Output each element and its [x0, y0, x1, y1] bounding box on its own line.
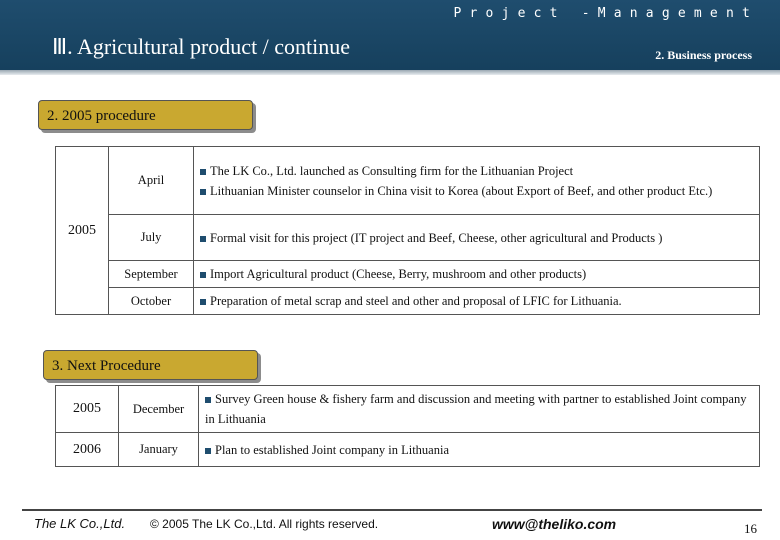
- header-bar: [0, 0, 780, 70]
- header-shadow: [0, 70, 780, 75]
- month-cell: December: [119, 386, 199, 433]
- bullet-icon: [200, 299, 206, 305]
- bullet-icon: [200, 169, 206, 175]
- procedure-2005-table: [55, 146, 760, 315]
- month-cell: October: [109, 288, 194, 315]
- list-item: The LK Co., Ltd. launched as Consulting firm for the Lithuanian Project: [200, 161, 753, 181]
- description-cell: [194, 288, 760, 315]
- bullet-icon: [200, 189, 206, 195]
- footer-website: www@theliko.com: [492, 516, 617, 532]
- header-tagline: Project -Management: [453, 6, 758, 21]
- footer-copyright: © 2005 The LK Co.,Ltd. All rights reserved.: [150, 517, 379, 531]
- year-cell: 2005: [56, 147, 109, 315]
- month-cell: September: [109, 261, 194, 288]
- next-procedure-table: [55, 385, 760, 467]
- year-cell: 2006: [56, 433, 119, 467]
- description-cell: [199, 433, 760, 467]
- page-number: 16: [744, 521, 757, 536]
- list-item: Lithuanian Minister counselor in China visit to Korea (about Export of Beef, and other product Etc.): [200, 181, 753, 201]
- month-cell: April: [109, 147, 194, 215]
- table-row: [56, 288, 760, 315]
- list-item: Survey Green house & fishery farm and discussion and meeting with partner to established Joint company in Lithuania: [205, 392, 747, 426]
- month-cell: January: [119, 433, 199, 467]
- footer-company: The LK Co.,Ltd.: [34, 516, 126, 531]
- description-cell: [194, 147, 760, 215]
- bullet-icon: [205, 448, 211, 454]
- bullet-icon: [200, 236, 206, 242]
- list-item: Formal visit for this project (IT project and Beef, Cheese, other agricultural and Products ): [200, 228, 753, 248]
- bullet-icon: [205, 397, 211, 403]
- table-row: [56, 261, 760, 288]
- table-row: [56, 433, 760, 467]
- table-row: [56, 386, 760, 433]
- list-item: Plan to established Joint company in Lithuania: [205, 440, 753, 460]
- table-row: [56, 147, 760, 215]
- month-cell: July: [109, 215, 194, 261]
- bullet-icon: [200, 272, 206, 278]
- page-title: Ⅲ. Agricultural product / continue: [52, 34, 351, 59]
- description-cell: [199, 386, 760, 433]
- description-cell: [194, 215, 760, 261]
- year-cell: 2005: [56, 386, 119, 433]
- list-item: Preparation of metal scrap and steel and other and proposal of LFIC for Lithuania.: [200, 291, 753, 311]
- section-label-2005-procedure: 2. 2005 procedure: [38, 100, 253, 130]
- page-subtitle: 2. Business process: [655, 48, 752, 62]
- description-cell: [194, 261, 760, 288]
- list-item: Import Agricultural product (Cheese, Berry, mushroom and other products): [200, 264, 753, 284]
- footer-divider: [22, 509, 762, 511]
- table-row: [56, 215, 760, 261]
- section-label-next-procedure: 3. Next Procedure: [43, 350, 258, 380]
